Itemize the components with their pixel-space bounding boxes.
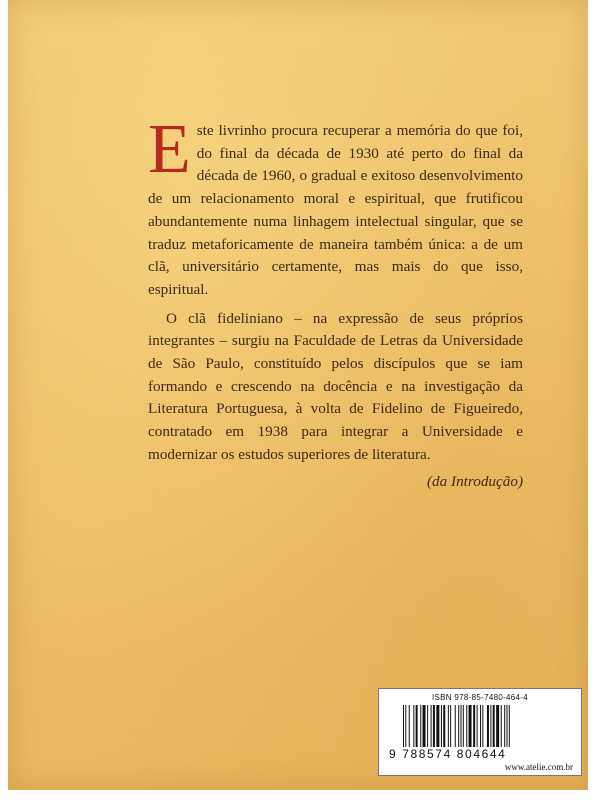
barcode-bar [427, 705, 428, 747]
barcode-bar [443, 705, 445, 747]
paragraph-2: O clã fideliniano – na expressão de seus próprios integrantes – surgiu na Faculdade de Letras da Universidade de São Paulo, constituído pelos discípulos que se iam formando e crescendo na docência e na investigação da Literatura Portuguesa, à volta de Fidelino de Figueiredo, contratado em 1938 para integrar a Universidade e modernizar os estudos superiores de literatura. [148, 309, 523, 463]
barcode-bar [504, 705, 505, 747]
barcode-bar [493, 705, 495, 747]
attribution: (da Introdução) [426, 472, 523, 490]
barcode-bar [473, 705, 475, 747]
isbn-label: ISBN 978-85-7480-464-4 [432, 693, 528, 702]
barcode-bar [466, 705, 467, 747]
barcode-bar [463, 705, 464, 747]
barcode-bar [458, 705, 459, 747]
barcode-bar [403, 705, 404, 747]
barcode-bar [405, 705, 406, 747]
publisher-url: www.atelie.com.br [504, 762, 573, 772]
barcode-graphic [401, 705, 561, 747]
barcode-bar [420, 705, 421, 747]
barcode-bar [441, 705, 442, 747]
barcode-bar [436, 705, 439, 747]
barcode-bar [477, 705, 478, 747]
barcode-bar [480, 705, 481, 747]
barcode-bar [469, 705, 472, 747]
barcode-bar [509, 705, 510, 747]
barcode-bar [431, 705, 432, 747]
barcode-bar [413, 705, 414, 747]
barcode-bar [423, 705, 426, 747]
barcode-bar [455, 705, 456, 747]
paragraph-1-text: ste livrinho procura recuperar a memória do que foi, do final da década de 1930 até perto do final da década de 1960, o gradual e exitoso desenvolvimento de um relacionamento moral e espiritual, que frutificou abundantemente numa linhagem intelectual singular, que se traduz metaforicamente de maneira também única: a de um clã, universitário certamente, mas mais do que isso, espiritual. [148, 122, 523, 298]
barcode-bar [416, 705, 418, 747]
barcode-bar [487, 705, 489, 747]
paragraph-1 [148, 111, 523, 302]
barcode-bar [448, 705, 449, 747]
blurb-text [148, 111, 523, 493]
barcode-bar [507, 705, 508, 747]
drop-cap-letter: E [148, 111, 191, 188]
barcode-bar [496, 705, 499, 747]
barcode-bar [461, 705, 462, 747]
barcode-bar [490, 705, 491, 747]
book-back-cover [8, 0, 588, 790]
barcode-bar [409, 705, 410, 747]
barcode-bar [433, 705, 435, 747]
barcode-bars [401, 705, 561, 747]
barcode-bar [482, 705, 483, 747]
isbn-barcode-box [378, 688, 582, 776]
barcode-bar [501, 705, 502, 747]
barcode-digits: 9 788574 804644 [389, 747, 507, 761]
barcode-bar [450, 705, 451, 747]
